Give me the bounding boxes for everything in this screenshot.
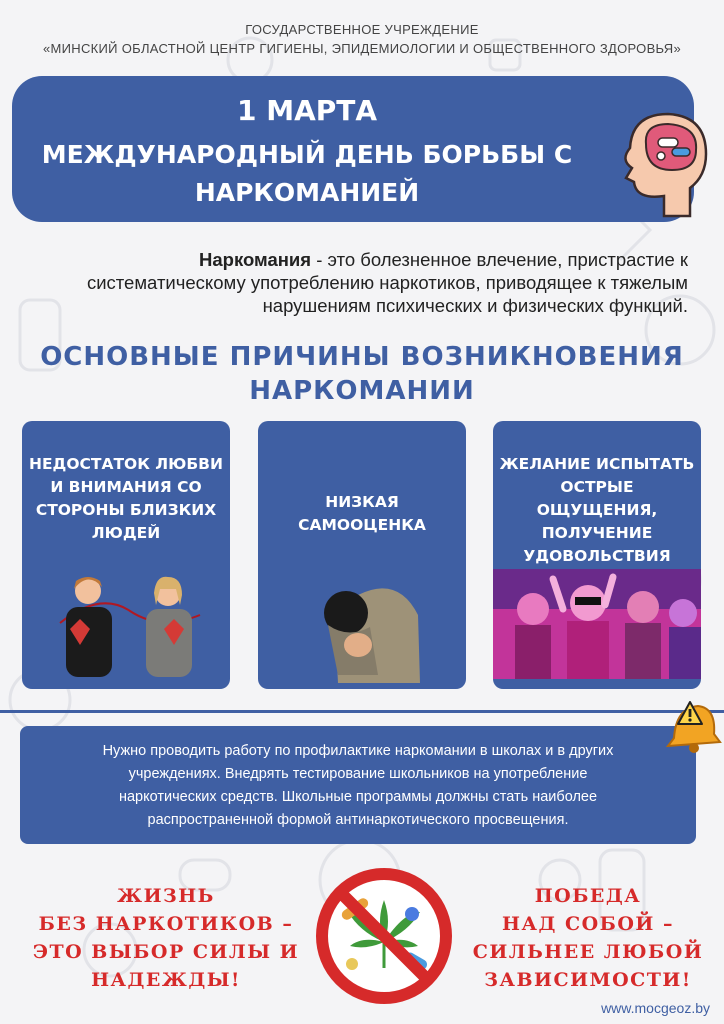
notice-line: Нужно проводить работу по профилактике наркомании в школах и в других xyxy=(102,743,614,759)
slogan-line: БЕЗ НАРКОТИКОВ – xyxy=(38,913,294,935)
event-title xyxy=(12,136,602,212)
party-crowd-illustration xyxy=(493,569,701,679)
website-link[interactable]: www.mocgeoz.by xyxy=(601,1000,710,1016)
title-banner xyxy=(12,76,694,222)
cause-card-line: САМООЦЕНКА xyxy=(298,516,426,534)
organization-header xyxy=(0,20,724,58)
event-title-line1: МЕЖДУНАРОДНЫЙ ДЕНЬ БОРЬБЫ С xyxy=(41,140,573,169)
causes-heading xyxy=(0,340,724,408)
cause-card-line: И ВНИМАНИЯ СО xyxy=(50,478,202,496)
notice-line: наркотических средств. Школьные программы должны стать наиболее xyxy=(118,789,598,805)
cause-card-line: УДОВОЛЬСТВИЯ xyxy=(523,547,671,565)
event-title-line2: НАРКОМАНИЕЙ xyxy=(194,178,420,207)
cause-card-text xyxy=(28,453,224,545)
cause-card-low-self-esteem xyxy=(258,421,466,689)
slogan-line: ПОБЕДА xyxy=(534,885,642,907)
couple-broken-hearts-illustration xyxy=(40,571,220,689)
cause-card-lack-of-love xyxy=(22,421,230,689)
no-drugs-icon xyxy=(312,864,456,1008)
cause-card-line: ОСТРЫЕ ОЩУЩЕНИЯ, xyxy=(536,478,658,519)
cause-card-line: СТОРОНЫ БЛИЗКИХ xyxy=(35,501,217,519)
section-divider xyxy=(0,710,724,713)
organization-line1: ГОСУДАРСТВЕННОЕ УЧРЕЖДЕНИЕ xyxy=(245,22,479,37)
cause-card-thrill-seeking xyxy=(493,421,701,689)
prevention-notice-text xyxy=(36,740,680,832)
notice-line: учреждениях. Внедрять тестирование школьников на употребление xyxy=(128,766,588,782)
notice-line: распространенной формой антинаркотического просвещения. xyxy=(147,812,569,828)
warning-bell-icon xyxy=(660,694,722,756)
slogan-line: СИЛЬНЕЕ ЛЮБОЙ xyxy=(472,941,704,963)
cause-card-line: ЛЮДЕЙ xyxy=(91,524,161,542)
definition-text: - это болезненное влечение, пристрастие к систематическому употреблению наркотиков, приводящее к тяжелым нарушениям психических и физических функций. xyxy=(86,249,688,316)
definition-term: Наркомания xyxy=(199,249,312,270)
slogan-left xyxy=(28,882,304,994)
cause-card-text xyxy=(264,491,460,537)
slogan-line: НАДЕЖДЫ! xyxy=(91,969,241,991)
prevention-notice xyxy=(20,726,696,844)
sad-person-illustration xyxy=(308,575,458,687)
cause-card-line: НИЗКАЯ xyxy=(325,493,399,511)
slogan-line: ЖИЗНЬ xyxy=(117,885,215,907)
cause-card-line: ПОЛУЧЕНИЕ xyxy=(541,524,653,542)
definition-paragraph xyxy=(40,248,688,317)
slogan-line: ЭТО ВЫБОР СИЛЫ И xyxy=(32,941,300,963)
slogan-right xyxy=(470,882,706,994)
cause-card-line: НЕДОСТАТОК ЛЮБВИ xyxy=(29,455,223,473)
event-date: 1 МАРТА xyxy=(236,94,378,127)
slogan-line: ЗАВИСИМОСТИ! xyxy=(484,969,692,991)
causes-heading-line2: НАРКОМАНИИ xyxy=(249,376,475,406)
cause-card-line: ЖЕЛАНИЕ ИСПЫТАТЬ xyxy=(499,455,695,473)
organization-line2: «МИНСКИЙ ОБЛАСТНОЙ ЦЕНТР ГИГИЕНЫ, ЭПИДЕМИОЛОГИИ И ОБЩЕСТВЕННОГО ЗДОРОВЬЯ» xyxy=(42,41,682,56)
brain-head-icon xyxy=(606,104,716,224)
slogan-line: НАД СОБОЙ – xyxy=(502,913,674,935)
cause-card-text xyxy=(499,453,695,568)
causes-heading-line1: ОСНОВНЫЕ ПРИЧИНЫ ВОЗНИКНОВЕНИЯ xyxy=(40,342,684,372)
